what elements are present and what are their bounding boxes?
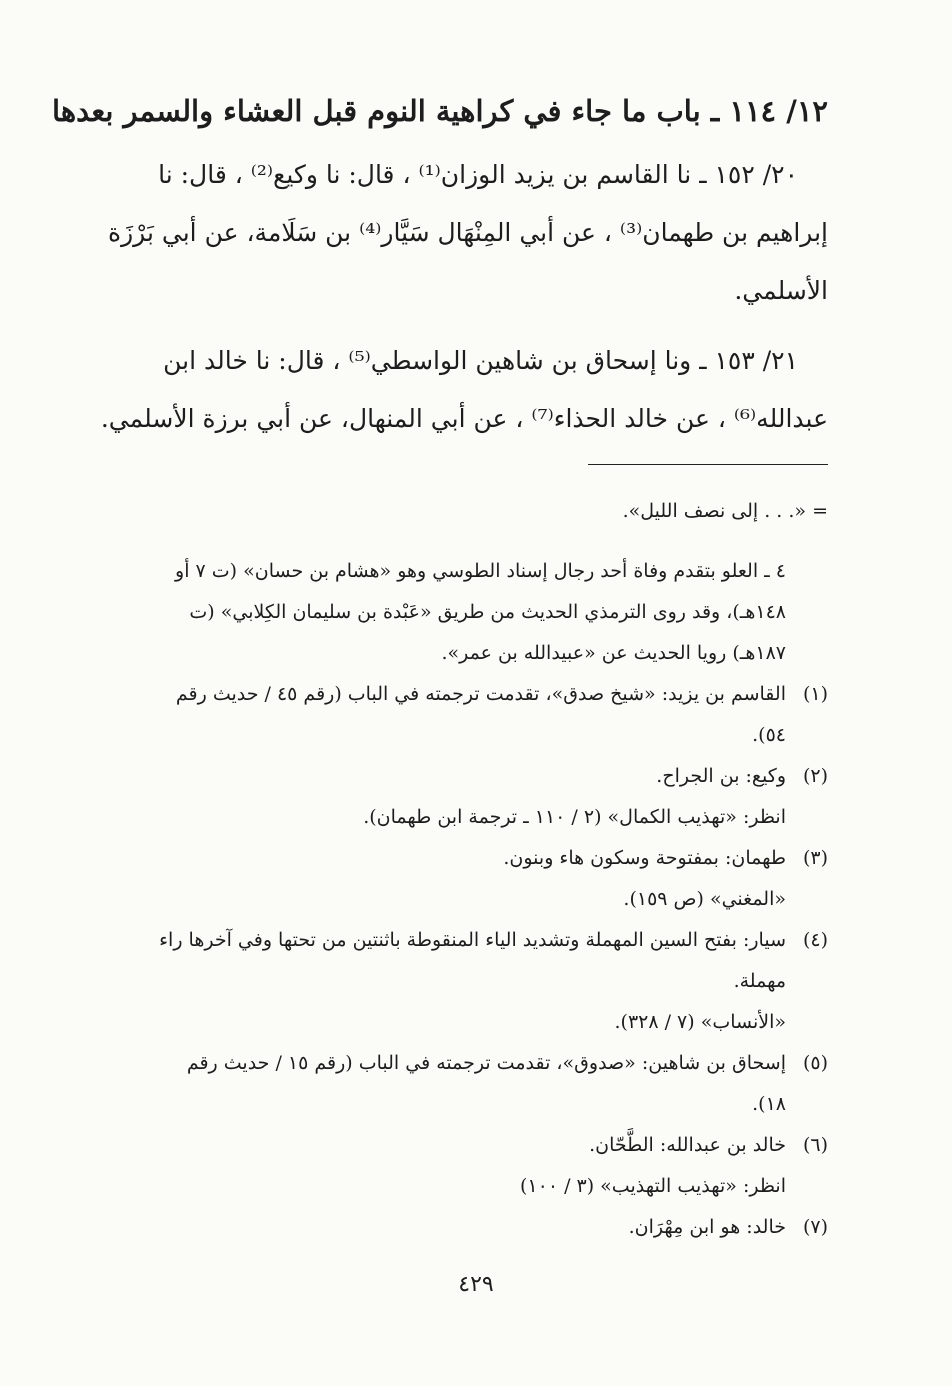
hadith-152 [100, 146, 828, 320]
footnote-text: انظر: «تهذيب الكمال» (٢ / ١١٠ ـ ترجمة ابن طهمان). [363, 806, 786, 828]
footnote-number: (٢) [802, 765, 828, 787]
footnote-1 [100, 674, 828, 756]
footnote-6 [100, 1125, 828, 1166]
footnote-number: (٥) [802, 1052, 828, 1074]
footnote-3 [100, 838, 828, 879]
hadith-line: الأسلمي. [734, 276, 828, 305]
footnote-5 [100, 1043, 828, 1125]
hadith-line-text: ٢٠/ ١٥٢ ـ نا القاسم بن يزيد الوزان⁽¹⁾ ، قال: نا وكيع⁽²⁾ ، قال: نا [158, 160, 798, 189]
footnote-continuation-line: ١٨٧هـ) رويا الحديث عن «عبيدالله بن عمر». [441, 642, 786, 664]
footnote-number: (٦) [802, 1134, 828, 1156]
footnote-3-ref [100, 879, 828, 920]
footnote-text: خالد: هو ابن مِهْرَان. [628, 1216, 786, 1238]
footnote-text: ٥٤). [752, 724, 786, 746]
footnote-text: مهملة. [733, 970, 786, 992]
footnote-text: ١٨). [752, 1093, 786, 1115]
hadith-line-text: ٢١/ ١٥٣ ـ ونا إسحاق بن شاهين الواسطي⁽⁵⁾ ، قال: نا خالد ابن [163, 346, 798, 375]
footnote-4-ref [100, 1002, 828, 1043]
hadith-line [100, 146, 828, 204]
footnotes [100, 491, 828, 1248]
hadith-153 [100, 332, 828, 448]
footnote-number: (٤) [802, 929, 828, 951]
footnote-text: إسحاق بن شاهين: «صدوق»، تقدمت ترجمته في الباب (رقم ١٥ / حديث رقم [186, 1052, 786, 1074]
footnote-4 [100, 920, 828, 1002]
hadith-line [100, 332, 828, 390]
hadith-line: عبدالله⁽⁶⁾ ، عن خالد الحذاء⁽⁷⁾ ، عن أبي المنهال، عن أبي برزة الأسلمي. [100, 404, 828, 433]
footnote-text: طهمان: بمفتوحة وسكون هاء وبنون. [503, 847, 786, 869]
footnote-text: انظر: «تهذيب التهذيب» (٣ / ١٠٠) [519, 1175, 786, 1197]
chapter-heading: ١٢/ ١١٤ ـ باب ما جاء في كراهية النوم قبل العشاء والسمر بعدها [52, 94, 828, 128]
hadith-line: إبراهيم بن طهمان⁽³⁾ ، عن أبي المِنْهَال سَيَّار⁽⁴⁾ بن سَلَامة، عن أبي بَرْزَة [108, 218, 828, 247]
footnote-2-ref [100, 797, 828, 838]
footnote-continuation-line: ٤ ـ العلو بتقدم وفاة أحد رجال إسناد الطوسي وهو «هشام بن حسان» (ت ٧ أو [175, 560, 786, 582]
footnote-7 [100, 1207, 828, 1248]
footnote-divider [588, 464, 828, 465]
footnote-text: القاسم بن يزيد: «شيخ صدق»، تقدمت ترجمته في الباب (رقم ٤٥ / حديث رقم [175, 683, 786, 705]
footnote-text: خالد بن عبدالله: الطَّحّان. [589, 1134, 786, 1156]
footnote-text: سيار: بفتح السين المهملة وتشديد الياء المنقوطة باثنتين من تحتها وفي آخرها راء [159, 929, 786, 951]
book-page [52, 88, 828, 1378]
footnote-continuation-line: ١٤٨هـ)، وقد روى الترمذي الحديث من طريق «عَبْدة بن سليمان الكِلابي» (ت [189, 601, 786, 623]
footnote-2 [100, 756, 828, 797]
footnote-text: «الأنساب» (٧ / ٣٢٨). [614, 1011, 786, 1033]
footnote-continuation-line: = «. . . إلى نصف الليل». [622, 500, 828, 522]
footnote-text: «المغني» (ص ١٥٩). [623, 888, 786, 910]
footnote-number: (٣) [802, 847, 828, 869]
footnote-number: (٧) [802, 1216, 828, 1238]
footnote-number: (١) [802, 683, 828, 705]
footnote-text: وكيع: بن الجراح. [656, 765, 786, 787]
page-number: ٤٢٩ [458, 1272, 494, 1297]
footnote-6-ref [100, 1166, 828, 1207]
